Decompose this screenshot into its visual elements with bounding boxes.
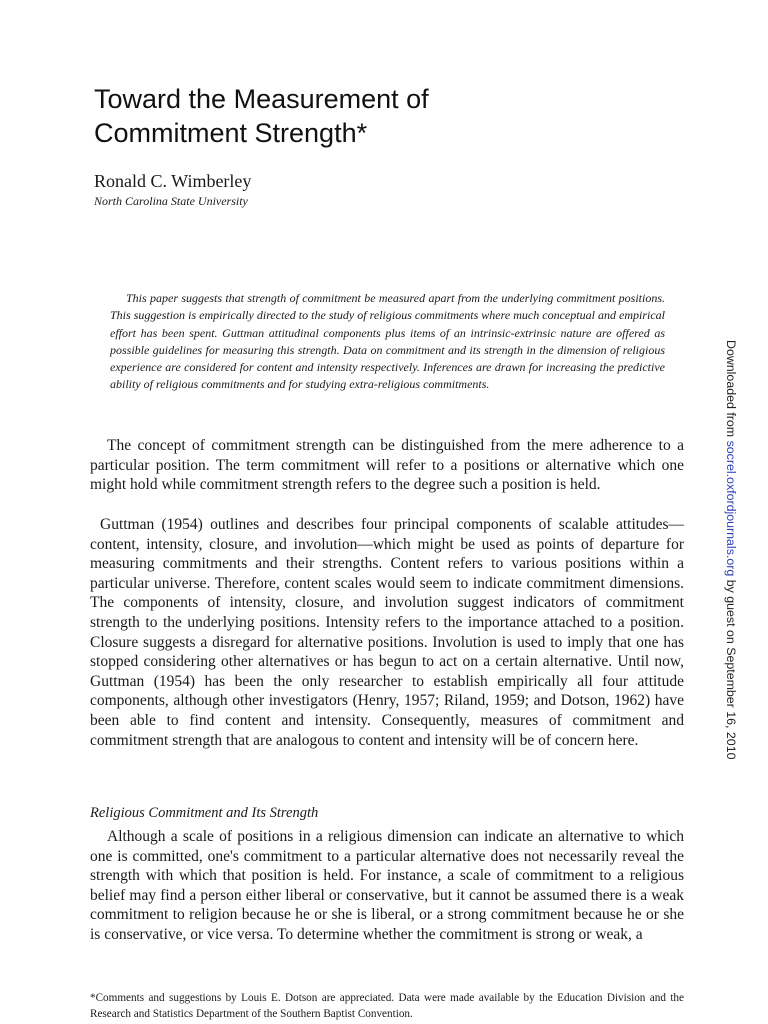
footnote: *Comments and suggestions by Louis E. Dotson are appreciated. Data were made available by the Education Division and the Research and Statistics Department of the Southern Baptist Convention. bbox=[90, 992, 684, 1020]
body-paragraph-1: The concept of commitment strength can be distinguished from the mere adherence to a particular position. The term commitment will refer to a positions or alternative which one might hold while commitment strength refers to the degree such a position is held. bbox=[90, 437, 684, 494]
body-paragraph-2: Guttman (1954) outlines and describes four principal components of scalable attitudes—content, intensity, closure, and involution—which might be used as points of departure for measuring commitments and their strengths. Content refers to various positions within a particular universe. Therefore, content scales would seem to indicate commitment dimensions. The components of intensity, closure, and involution suggest indicators of commitment strength to the underlying positions. Intensity refers to the importance attached to a position. Closure suggests a disregard for alternative positions. Involution is used to imply that one has stopped considering other alternatives or has begun to act on a certain alternative. Until now, Guttman (1954) has been the only researcher to establish empirically all four attitude components, although other investigators (Henry, 1957; Riland, 1959; and Dotson, 1962) have been able to find content and intensity. Consequently, measures of commitment and commitment strength that are analogous to content and intensity will be of concern here. bbox=[90, 516, 684, 749]
section-heading: Religious Commitment and Its Strength bbox=[90, 805, 319, 821]
author-affiliation: North Carolina State University bbox=[94, 194, 248, 208]
body-paragraph-3: Although a scale of positions in a religious dimension can indicate an alternative to which one is committed, one's commitment to a particular alternative does not necessarily reveal the strength with which that position is held. For instance, a scale of commitment to a religious belief may find a person either liberal or conservative, but it cannot be assumed there is a weak commitment to religion because he or she is liberal, or a strong commitment because he or she is conservative, or vice versa. To determine whether the commitment is strong or weak, a bbox=[90, 828, 684, 943]
article-title-line1: Toward the Measurement of bbox=[94, 84, 429, 114]
download-watermark bbox=[720, 340, 742, 790]
abstract: This paper suggests that strength of commitment be measured apart from the underlying commitment positions. This suggestion is empirically directed to the study of religious commitments where much conceptual and empirical effort has been spent. Guttman attitudinal components plus items of an intrinsic-extrinsic nature are offered as possible guidelines for measuring this strength. Data on commitment and its strength in the dimension of religious experience are considered for content and intensity respectively. Inferences are drawn for increasing the predictive ability of religious commitments and for studying extra-religious commitments. bbox=[110, 291, 665, 392]
author-name: Ronald C. Wimberley bbox=[94, 171, 252, 191]
article-title bbox=[94, 82, 654, 150]
article-title-line2: Commitment Strength* bbox=[94, 118, 368, 148]
watermark-journal-link[interactable]: socrel.oxfordjournals.org bbox=[724, 440, 738, 577]
watermark-prefix: Downloaded from bbox=[724, 340, 738, 441]
watermark-suffix: by guest on September 16, 2010 bbox=[724, 576, 738, 760]
